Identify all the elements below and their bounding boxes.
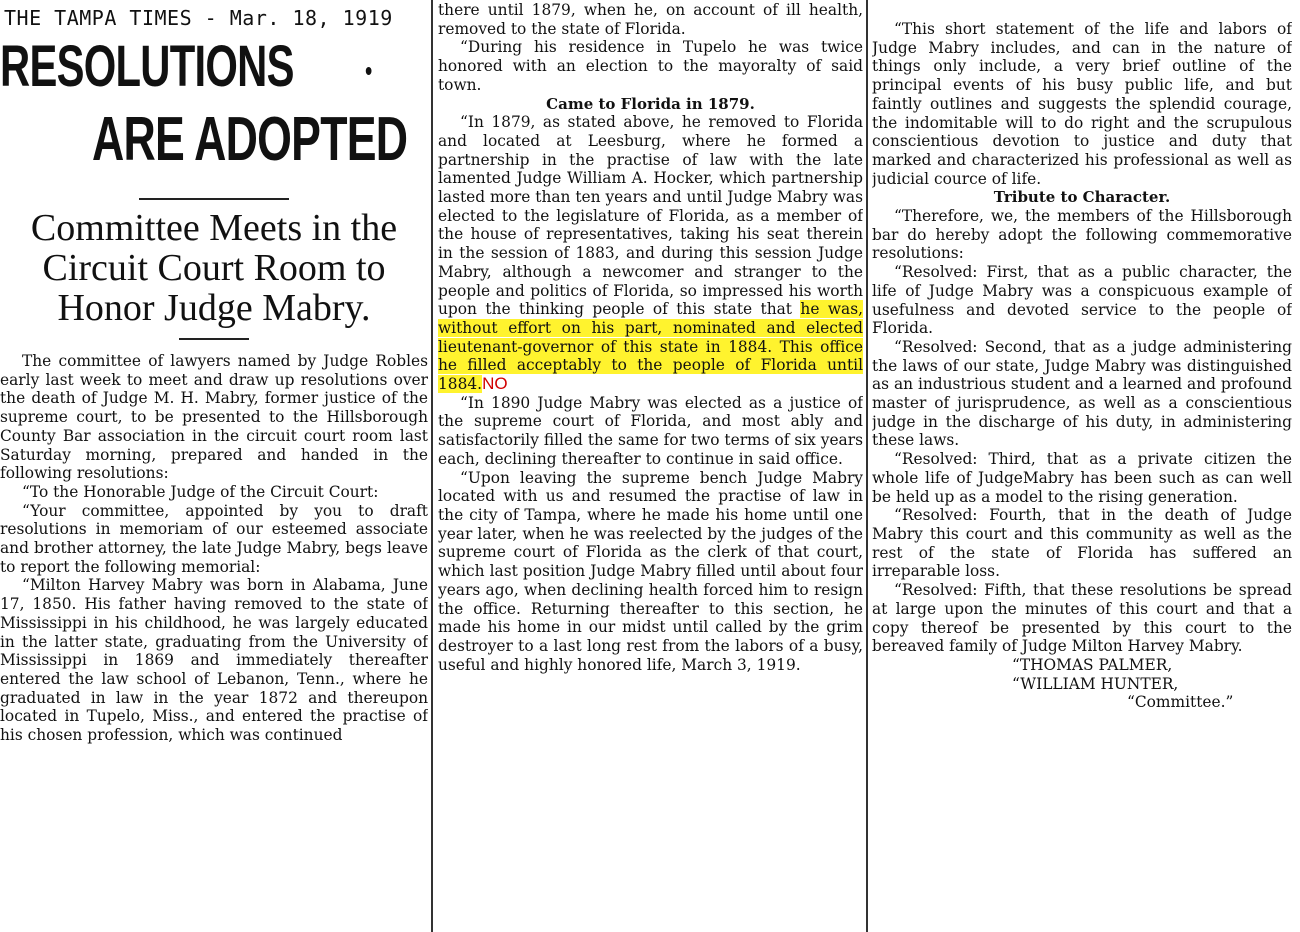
section-heading: Tribute to Character. (993, 188, 1171, 207)
highlighted-passage: he was, without effort on his part, nominated and elected lieutenant-governor of this state in 1884. This office he filled acceptably to the people of Florida until 1884. (438, 300, 863, 394)
paragraph: “In 1890 Judge Mabry was elected as a justice of the supreme court of Florida, and most ably and satisfactorily filled the same for two terms of six years each, declining thereafter to continue in said office. (438, 393, 863, 468)
paragraph: “Milton Harvey Mabry was born in Alabama, June 17, 1850. His father having removed to the state of Mississippi in his childhood, he was largely educated in the latter state, graduating from the University of Mississippi in 1869 and immediately thereafter entered the law school of Lebanon, Tenn., where he graduated in law in the year 1872 and thereupon located in Tupelo, Miss., and entered the practise of his chosen profession, which was continued (0, 576, 428, 745)
headline-line-one (0, 34, 308, 100)
paragraph: “To the Honorable Judge of the Circuit Court: (22, 482, 379, 501)
paragraph: “Resolved: Fourth, that in the death of Judge Mabry this court and this community as well as the rest of the state of Florida has suffered an irreparable loss. (872, 506, 1292, 581)
paragraph-highlighted (438, 113, 863, 394)
paragraph: “Resolved: Second, that as a judge administering the laws of our state, Judge Mabry was distinguished as an industrious student and a learned and profound master of jurisprudence, as well as a conscientious judge in the discharge of his duty, in administering these laws. (872, 337, 1292, 450)
paragraph: “Your committee, appointed by you to draft resolutions in memoriam of our esteemed associate and brother attorney, the late Judge Mabry, begs leave to report the following memorial: (0, 501, 428, 576)
subheadline: Committee Meets in the Circuit Court Room to Honor Judge Mabry. (30, 207, 398, 329)
paragraph: there until 1879, when he, on account of ill health, removed to the state of Florida. (438, 1, 863, 38)
red-annotation: NO (482, 374, 508, 394)
paragraph: “During his residence in Tupelo he was twice honored with an election to the mayoralty of said town. (438, 38, 863, 94)
headline-line-two: ARE ADOPTED (92, 105, 408, 174)
paragraph: “Resolved: Third, that as a private citizen the whole life of JudgeMabry has been such as can well be held up as a model to the rising generation. (872, 450, 1292, 506)
signature-line: “THOMAS PALMER, (1012, 655, 1173, 674)
paragraph-text: “In 1879, as stated above, he removed to Florida and located at Leesburg, where he formed a partnership in the practise of law with the late lamented Judge William A. Hocker, which partnership lasted more than ten years and until Judge Mabry was elected to the legislature of Florida, as a member of the house of representatives, taking his seat therein in the session of 1883, and during this session Judge Mabry, although a newcomer and stranger to the people and politics of Florida, so impressed his worth upon the thinking people of this state that (438, 113, 863, 319)
column-three (872, 0, 1292, 932)
paragraph: “Therefore, we, the members of the Hillsborough bar do hereby adopt the following commemorative resolutions: (872, 207, 1292, 263)
column-rule-right (866, 0, 868, 932)
dateline: THE TAMPA TIMES - Mar. 18, 1919 (4, 6, 393, 30)
signature-line: “Committee.” (1127, 693, 1234, 712)
paragraph: “Resolved: First, that as a public character, the life of Judge Mabry was a conspicuous example of usefulness and devoted service to the people of Florida. (872, 263, 1292, 338)
headline-separator (139, 198, 289, 200)
paragraph: “Resolved: Fifth, that these resolutions be spread at large upon the minutes of this court and that a copy thereof be presented by this court to the bereaved family of Judge Milton Harvey Mabry. (872, 581, 1292, 656)
section-heading: Came to Florida in 1879. (546, 94, 755, 113)
article-body-col1 (0, 352, 428, 745)
ink-dot (366, 67, 372, 75)
signature-line: “WILLIAM HUNTER, (1012, 674, 1179, 693)
headline-line-one-text: RESOLUTIONS (0, 34, 294, 99)
column-one (0, 0, 428, 932)
column-two (438, 0, 863, 932)
column-rule-left (431, 0, 433, 932)
paragraph: The committee of lawyers named by Judge Robles early last week to meet and draw up resolutions over the death of Judge M. H. Mabry, former justice of the supreme court, to be presented to the Hillsborough County Bar association in the circuit court room last Saturday morning, prepared and handed in the following resolutions: (0, 352, 428, 483)
paragraph: “This short statement of the life and labors of Judge Mabry includes, and can in the nature of things only include, a very brief outline of the principal events of his busy public life, and but faintly outlines and suggests the splendid courage, the indomitable will to do right and the scrupulous conscientious devotion to justice and duty that marked and characterized his professional as well as judicial cource of life. (872, 20, 1292, 188)
subhead-separator (179, 338, 249, 340)
paragraph: “Upon leaving the supreme bench Judge Mabry located with us and resumed the practise of law in the city of Tampa, where he made his home until one year later, when he was reelected by the judges of the supreme court of Florida as the clerk of that court, which last position Judge Mabry filled until about four years ago, when declining health forced him to resign the office. Returning thereafter to this section, he made his home in our midst until called by the grim destroyer to a last long rest from the labors of a busy, useful and highly honored life, March 3, 1919. (438, 468, 863, 674)
